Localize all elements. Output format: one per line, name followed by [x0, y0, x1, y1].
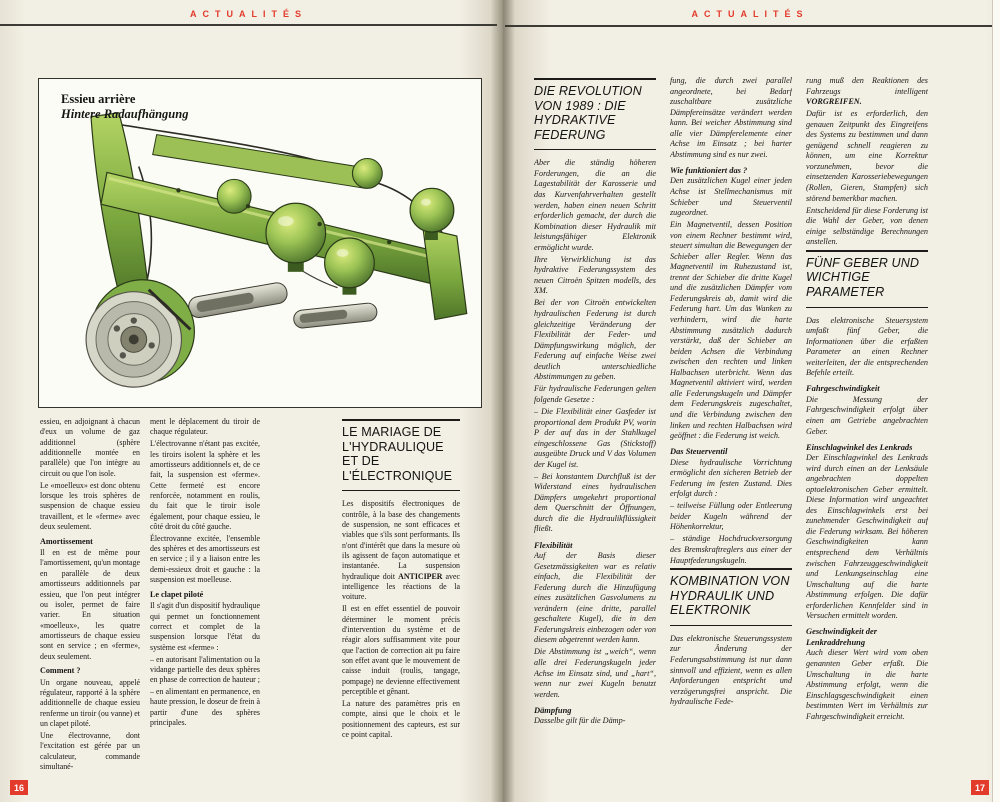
paragraph: Auf der Basis dieser Gesetzmässigkeiten war es relativ einfach, die Flexibilität der Federung durch die Hinzufügung eines zusätzlichen Gasvolumens zu verändern (eine dritte, parallel geschaltete Kugel), die in den Federungskreis einbezogen oder von diesem abgetrennt werden kann.: [534, 551, 656, 645]
paragraph: Les dispositifs électroniques de contrôle, à la base des changements de suspension, ne sont efficaces et viables que s'ils sont performants. Ils n'ont d'intérêt que dans la mesure où ils agissent de façon automatique et instantanée. La suspension hydraulique doit ANTICIPER avec intelligence les réactions de la voiture.: [342, 499, 460, 602]
paragraph: Ihre Verwirklichung ist das hydraktive Federungssystem des neuen Citroën Spitzen modells, des XM.: [534, 254, 656, 296]
paragraph: Das elektronische Steuerungssystem zur Änderung der Federungsabstimmung ist nur dann sinnvoll und effizient, wenn es allen Anforderungen entspricht und verzögerungsfrei anspricht. Die hydraulische Fede-: [670, 633, 792, 707]
paragraph: Für hydraulische Federungen gelten folgende Gesetze :: [534, 384, 656, 404]
paragraph: Le «moelleux» est donc obtenu lorsque les trois sphères de suspension de chaque essieu travaillent, et le «ferme» avec deux seulement.: [40, 480, 140, 531]
paragraph: – teilweise Füllung oder Entleerung beider Kugeln während der Höhenkorrektur,: [670, 501, 792, 532]
paragraph: Il est en effet essentiel de pouvoir déterminer le moment précis d'intervention du système et de réagir alors suffisamment vite pour que l'action de correction ait pu faire son effet avant que le mouvement de caisse induit (roulis, tangage, pompage) ne devienne effectivement perceptible et gênant.: [342, 604, 460, 697]
paragraph: ment le déplacement du tiroir de chaque régulateur.: [150, 417, 260, 437]
text-column: [534, 76, 656, 796]
paragraph: L'électrovanne n'étant pas excitée, les tiroirs isolent la sphère et les amortisseurs additionnels et, de ce fait, la suspension est «ferme». Cette fermeté est encore renforcée, notamment en roulis, du fait que le tiroir isole également, pour chaque essieu, le côté droit du côté gauche.: [150, 439, 260, 531]
subheading: Geschwindigkeit der Lenkraddrehung: [806, 626, 878, 647]
text-column: [40, 417, 140, 795]
subheading: Dämpfung: [534, 704, 572, 715]
paragraph: essieu, en adjoignant à chacun d'eux un volume de gaz additionnel (sphère additionnelle montée en parallèle) que l'on intègre au circuit ou que l'on isole.: [40, 417, 140, 478]
section-heading: KOMBINATION VON HYDRAULIK UND ELEKTRONIK: [670, 568, 792, 626]
subheading: Wie funktioniert das ?: [670, 164, 748, 175]
paragraph: Der Einschlagwinkel des Lenkrads wird durch einen an der Lenksäule angebrachten doppelten optoelektronischen Geber ermittelt. Diese Information wird ungeachtet des Einschlagwinkels erst bei zunehmender Geschwindigkeit auf die Federung wirksam. Bei höheren Geschwindigkeiten kann entsprechend dem Verhältnis zwischen Fahrzeuggeschwindigkeit und Lenkungseinschlag eine Umschaltung auf die harte Abstimmung erfolgen. Die dafür erforderlichen Kennfelder sind in Versuchen ermittelt worden.: [806, 453, 928, 621]
paragraph: Bei der von Citroën entwickelten hydraulischen Federung ist durch gleichzeitige Veränderung der Flexibilität der Feder- und Dämpfungswirkung möglich, der Federung auf einfache Weise zwei deutlich unterschiedliche Abstimmungen zu geben.: [534, 298, 656, 382]
section-heading: FÜNF GEBER UND WICHTIGE PARAMETER: [806, 250, 928, 308]
paragraph: Aber die ständig höheren Forderungen, die an die Lagestabilität der Karosserie und das Kurvenfahrverhalten gestellt werden, haben einen neuen Schritt erforderlich gemacht, der durch die Kombination dieser Hydraulik mit leistungsfähiger Elektronik ermöglicht wurde.: [534, 158, 656, 252]
header-rule-left: [0, 24, 497, 26]
subheading: Amortissement: [40, 536, 93, 546]
illustration-caption: [61, 92, 188, 122]
paragraph: Die Messung der Fahrgeschwindigkeit erfolgt über einen am Getriebe angebrachten Geber.: [806, 394, 928, 436]
section-heading: LE MARIAGE DE L'HYDRAULIQUE ET DE L'ÉLECTRONIQUE: [342, 419, 460, 491]
subheading: Fahrgeschwindigkeit: [806, 383, 880, 394]
header-rule-right: [505, 25, 993, 27]
page-number-right: 17: [971, 780, 989, 795]
paragraph: – en alimentant en permanence, en haute pression, le doseur de frein à partir d'une des sphères principales.: [150, 687, 260, 728]
subheading: Flexibilität: [534, 539, 573, 550]
paragraph: Den zusätzlichen Kugel einer jeden Achse ist Stellmechanismus mit Schieber und Steuerventil zugeordnet.: [670, 176, 792, 218]
subheading: Le clapet piloté: [150, 590, 204, 599]
section-heading: DIE REVOLUTION VON 1989 : DIE HYDRAKTIVE FEDERUNG: [534, 78, 656, 150]
subheading: Das Steuerventil: [670, 446, 728, 457]
text-column: [342, 417, 460, 795]
running-header-right: ACTUALITÉS: [691, 9, 809, 19]
paragraph: Die Abstimmung ist „weich“, wenn alle drei Federungskugeln jeder Achse im Einsatz sind, und „hart“, wenn nur zwei Kugeln benutzt werden.: [534, 647, 656, 699]
text-column: [670, 76, 792, 796]
paragraph: – en autorisant l'alimentation ou la vidange partielle des deux sphères en phase de correction de hauteur ;: [150, 654, 260, 685]
paragraph: – ständige Hochdruckversorgung des Bremskraftreglers aus einer der Hauptfederungskugeln.: [670, 534, 792, 565]
paragraph: – Bei konstantem Durchfluß ist der Widerstand eines hydraulischen Dämpfers umgekehrt proportional dem Querschnitt der Öffnungen, durch die die Hydraulikflüssigkeit fließt.: [534, 471, 656, 534]
page-gutter-shadow: [491, 0, 515, 802]
paragraph: fung, die durch zwei parallel angeordnete, bei Bedarf zuschaltbare zusätzliche Dämpfereinsätze verändert werden kann. Bei weicher Abstimmung sind alle vier Dämpferelemente einer Achse im Einsatz ; bei harter Abstimmung sind es nur zwei.: [670, 76, 792, 159]
paragraph: Il en est de même pour l'amortissement, qu'un montage en parallèle de deux amortisseurs additionnels par essieu, que l'on peut intégrer ou isoler, permet de faire varier. En situation «moelleux», les quatre amortisseurs de chaque essieu sont en service ; en «ferme», deux seulement.: [40, 548, 140, 661]
illustration-title-french: Essieu arrière: [61, 92, 136, 106]
paragraph: Auch dieser Wert wird vom oben genannten Geber erfaßt. Die Umschaltung in die harte Abstimmung erfolgt, wenn die Einschlagsgeschwindigkeit einen bestimmten Wert im Verhältnis zur Fahrgeschwindigkeit erreicht.: [806, 648, 928, 721]
page-edge: [992, 0, 1000, 802]
running-header-left: ACTUALITÉS: [190, 9, 307, 19]
paragraph: – Die Flexibilität einer Gasfeder ist proportional dem Produkt PV, worin P der auf das in der Stahlkugel eingeschlossene Gas (Stickstoff) ausgeübte Druck und V das Volumen der Kugel ist.: [534, 406, 656, 469]
paragraph: Électrovanne excitée, l'ensemble des sphères et des amortisseurs est en service ; il y a liaison entre les demi-essieux droit et gauche : la suspension est moelleuse.: [150, 533, 260, 585]
paragraph: rung muß den Reaktionen des Fahrzeugs intelligent VORGREIFEN.: [806, 76, 928, 107]
illustration-frame: [38, 78, 482, 408]
paragraph: Une électrovanne, dont l'excitation est gérée par un calculateur, commande simultané-: [40, 730, 140, 771]
text-column: [806, 76, 928, 796]
left-page-text: [40, 417, 460, 795]
text-column: [150, 417, 260, 795]
paragraph: Entscheidend für diese Forderung ist die Wahl der Geber, von denen einige selbständige Berechnungen anstellen.: [806, 205, 928, 247]
paragraph: Diese hydraulische Vorrichtung ermöglicht den sicheren Betrieb der Federung im festen Zustand. Dies erfolgt durch :: [670, 457, 792, 499]
paragraph: Das elektronische Steuersystem umfaßt fünf Geber, die Informationen über die erfaßten Parameter an einen Rechner weiterleiten, der die entsprechenden Befehle erteilt.: [806, 315, 928, 378]
paragraph: Un organe nouveau, appelé régulateur, rapporté à la sphère additionnelle de chaque essieu renferme un tiroir (ou vanne) et un clapet piloté.: [40, 677, 140, 729]
paragraph: Dasselbe gilt für die Dämp-: [534, 716, 626, 726]
paragraph: Ein Magnetventil, dessen Position von einem Rechner bestimmt wird, steuert simultan die Bewegungen der Schieber aller Regler. Wenn das Magnetventil im Ruhezustand ist, trennt der Schieber die dritte Kugel und die zusätzlichen Dämpfer vom Federungskreis ab, damit wird die Federung hart. Um das Wanken zu verhindern, wird die harte Abstimmung zusätzlich dadurch verstärkt, daß der Schieber an beiden Achsen die Verbindung zwischen den rechten und linken Halbachsen uterbricht. Wenn das Magnetventil aktiviert wird, werden alle Federungskugeln und Dämpfer dem Federungskreis zugeschaltet, und die Verbindung zwischen den linken und rechten Halbachsen wird geöffnet : die Federung ist weich.: [670, 220, 792, 441]
page-number-left: 16: [10, 780, 28, 795]
paragraph: Dafür ist es erforderlich, den genauen Zeitpunkt des Eingreifens des Systems zu bestimmen und dann genügend schnell reagieren zu können, um eine Korrektur vorzunehmen, bevor die einsetzenden Karosseriebewegungen (Rollen, Gieren, Stampfen) sich störend bemerkbar machen.: [806, 109, 928, 203]
illustration-title-german: Hintere Radaufhängung: [61, 107, 189, 121]
paragraph: Il s'agit d'un dispositif hydraulique qui permet un fonctionnement correct et complet de la suspension lorsque l'état du système est «ferme» :: [150, 601, 260, 652]
subheading: Comment ?: [40, 666, 81, 676]
right-page-text: [534, 76, 930, 796]
paragraph: La nature des paramètres pris en compte, ainsi que le choix et le positionnement des capteurs, est sur ce point capital.: [342, 698, 460, 739]
rear-axle-illustration: [39, 79, 481, 407]
subheading: Einschlagwinkel des Lenkrads: [806, 441, 913, 452]
